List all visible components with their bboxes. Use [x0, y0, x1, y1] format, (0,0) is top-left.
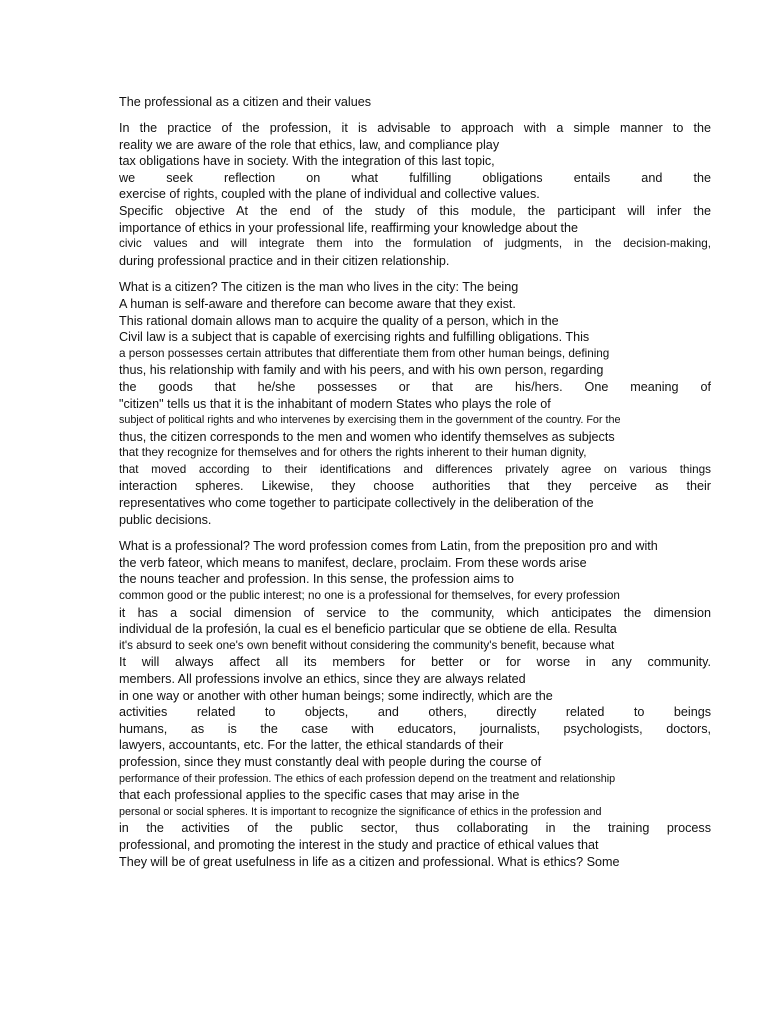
text-line: in the activities of the public sector, thus collaborating in the training process	[119, 821, 711, 836]
text-line: we seek reflection on what fulfilling obligations entails and the	[119, 170, 711, 185]
paragraph	[119, 120, 711, 269]
paragraph	[119, 279, 711, 528]
text-line: exercise of rights, coupled with the plane of individual and collective values.	[119, 187, 540, 202]
text-line: In the practice of the profession, it is advisable to approach with a simple manner to the	[119, 121, 711, 135]
text-line: "citizen" tells us that it is the inhabitant of modern States who plays the role of	[119, 396, 551, 411]
text-line: the goods that he/she possesses or that are his/hers. One meaning of	[119, 379, 711, 394]
text-line: members. All professions involve an ethics, since they are always related	[119, 672, 526, 686]
text-line: representatives who come together to participate collectively in the deliberation of the	[119, 496, 594, 511]
text-line: public decisions.	[119, 512, 212, 527]
text-line: during professional practice and in their citizen relationship.	[119, 253, 450, 268]
text-line: lawyers, accountants, etc. For the latter, the ethical standards of their	[119, 738, 504, 753]
text-line: profession, since they must constantly deal with people during the course of	[119, 754, 542, 769]
text-line: thus, his relationship with family and with his peers, and with his own person, regarding	[119, 363, 604, 378]
text-line: It will always affect all its members for better or for worse in any community.	[119, 655, 711, 670]
text-line: professional, and promoting the interest in the study and practice of ethical values that	[119, 837, 599, 852]
text-line: interaction spheres. Likewise, they choose authorities that they perceive as their	[119, 479, 711, 494]
text-line: activities related to objects, and others, directly related to beings	[119, 705, 711, 720]
text-line: thus, the citizen corresponds to the men and women who identify themselves as subjects	[119, 429, 615, 444]
document-title: The professional as a citizen and their values	[119, 95, 372, 109]
text-line: that each professional applies to the specific cases that may arise in the	[119, 788, 520, 803]
text-line: Civil law is a subject that is capable of exercising rights and fulfilling obligations. This	[119, 330, 590, 345]
text-line: They will be of great usefulness in life as a citizen and professional. What is ethics? Some	[119, 854, 620, 869]
text-line: tax obligations have in society. With the integration of this last topic,	[119, 154, 495, 169]
text-line: importance of ethics in your professional life, reaffirming your knowledge about the	[119, 220, 578, 235]
text-line: that moved according to their identifications and differences privately agree on various things	[119, 462, 711, 476]
text-line: What is a citizen? The citizen is the man who lives in the city: The being	[119, 280, 519, 295]
text-line: that they recognize for themselves and for others the rights inherent to their human dignity,	[119, 446, 587, 460]
text-line: Specific objective At the end of the study of this module, the participant will infer the	[119, 203, 711, 218]
text-line: performance of their profession. The ethics of each profession depend on the treatment and relationship	[119, 772, 616, 785]
text-line: in one way or another with other human beings; some indirectly, which are the	[119, 688, 553, 703]
text-line: the nouns teacher and profession. In this sense, the profession aims to	[119, 572, 514, 587]
text-line: personal or social spheres. It is important to recognize the significance of ethics in the profession and	[119, 805, 602, 818]
text-line: civic values and will integrate them into the formulation of judgments, in the decision-making,	[119, 237, 711, 251]
text-line: This rational domain allows man to acquire the quality of a person, which in the	[119, 313, 559, 328]
text-line: common good or the public interest; no one is a professional for themselves, for every profession	[119, 589, 620, 603]
text-line: individual de la profesión, la cual es el beneficio particular que se obtiene de ella. Resulta	[119, 622, 617, 637]
text-line: the verb fateor, which means to manifest, declare, proclaim. From these words arise	[119, 555, 587, 570]
text-line: What is a professional? The word profession comes from Latin, from the preposition pro and with	[119, 539, 658, 554]
paragraph	[119, 538, 711, 870]
text-line: a person possesses certain attributes that differentiate them from other human beings, defining	[119, 346, 610, 360]
document-page	[119, 94, 711, 880]
document-body	[119, 120, 711, 870]
text-line: reality we are aware of the role that ethics, law, and compliance play	[119, 137, 500, 152]
text-line: it's absurd to seek one's own benefit without considering the community's benefit, because what	[119, 638, 615, 652]
text-line: it has a social dimension of service to the community, which anticipates the dimension	[119, 605, 711, 620]
text-line: humans, as is the case with educators, journalists, psychologists, doctors,	[119, 721, 711, 736]
text-line: subject of political rights and who intervenes by exercising them in the government of the country. For the	[119, 414, 621, 427]
text-line: A human is self-aware and therefore can become aware that they exist.	[119, 296, 516, 311]
